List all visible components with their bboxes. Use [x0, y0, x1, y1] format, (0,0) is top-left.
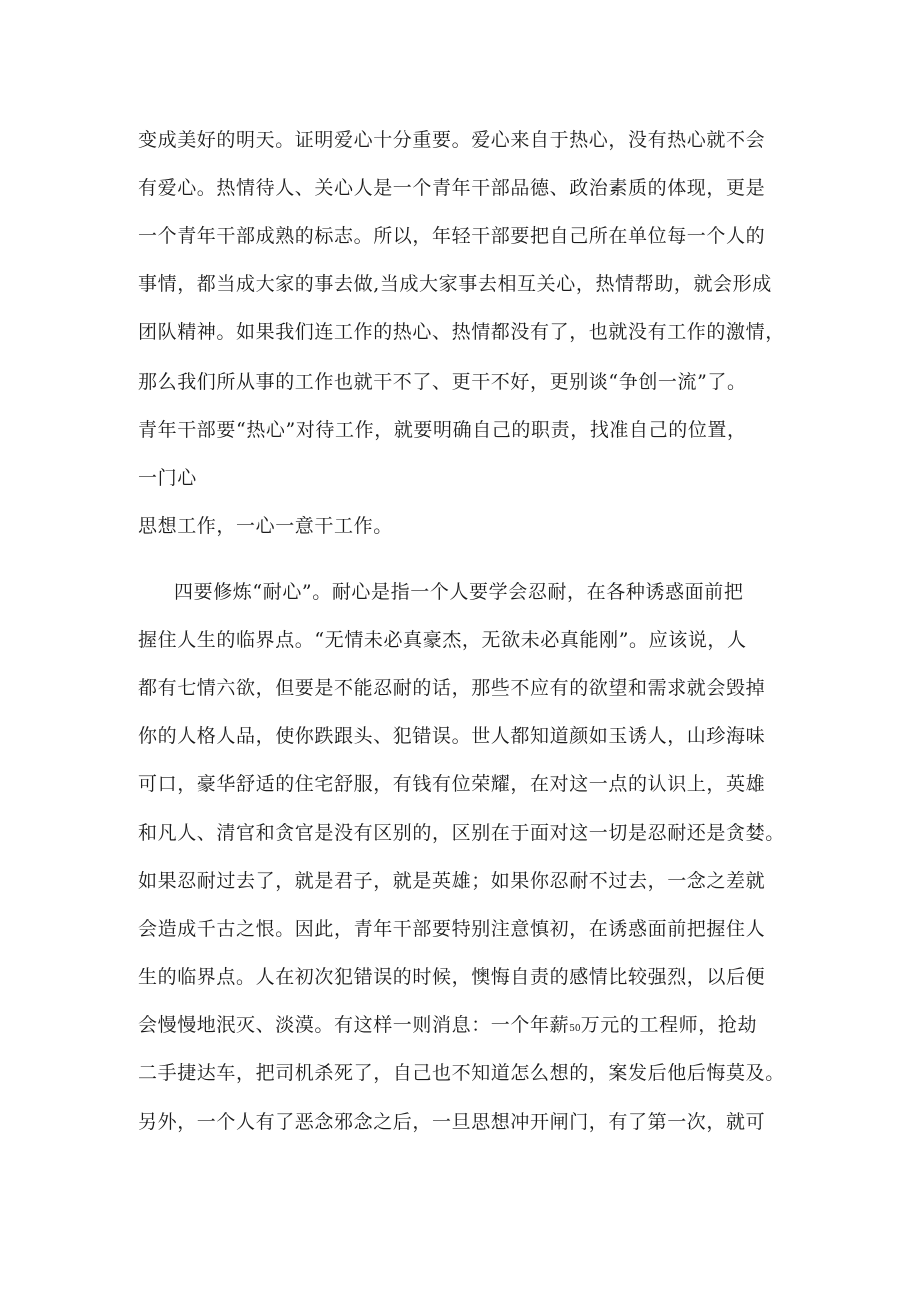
text-line: 思想工作，一心一意干工作。	[138, 515, 393, 537]
text-fragment: 会慢慢地泯灭、淡漠。有这样一则消息：一个年薪	[138, 1014, 570, 1036]
paragraph-first-line: 四要修炼“耐心”。耐心是指一个人要学会忍耐，在各种诱惑面前把	[174, 581, 744, 603]
text-line: 变成美好的明天。证明爱心十分重要。爱心来自于热心，没有热心就不会	[138, 129, 766, 151]
text-fragment: 万元的工程师，抢劫	[580, 1014, 758, 1036]
text-line: 青年干部要“热心”对待工作，就要明确自己的职责，找准自己的位置，	[138, 419, 747, 441]
salary-number: 50	[569, 1024, 581, 1034]
text-line: 握住人生的临界点。“无情未必真豪杰，无欲未必真能刚”。应该说，人	[138, 629, 747, 651]
text-line: 有爱心。热情待人、关心人是一个青年干部品德、政治素质的体现，更是	[138, 177, 766, 199]
text-line: 生的临界点。人在初次犯错误的时候，懊悔自责的感情比较强烈，以后便	[138, 966, 766, 988]
text-line: 你的人格人品，使你跌跟头、犯错误。世人都知道颜如玉诱人，山珍海味	[138, 725, 766, 747]
text-line: 如果忍耐过去了，就是君子，就是英雄；如果你忍耐不过去，一念之差就	[138, 870, 766, 892]
text-line: 和凡人、清官和贪官是没有区别的，区别在于面对这一切是忍耐还是贪婪。	[138, 822, 785, 844]
text-line: 事情，都当成大家的事去做,当成大家事去相互关心，热情帮助，就会形成	[138, 273, 772, 295]
text-line: 二手捷达车，把司机杀死了，自己也不知道怎么想的，案发后他后悔莫及。	[138, 1062, 785, 1084]
text-line: 那么我们所从事的工作也就干不了、更干不好，更别谈“争创一流”了。	[138, 371, 747, 393]
text-line	[138, 1013, 757, 1041]
text-line: 另外，一个人有了恶念邪念之后，一旦思想冲开闸门，有了第一次，就可	[138, 1111, 766, 1133]
text-line: 一门心	[138, 467, 197, 489]
text-line: 一个青年干部成熟的标志。所以，年轻干部要把自己所在单位每一个人的	[138, 225, 766, 247]
text-line: 可口，豪华舒适的住宅舒服，有钱有位荣耀，在对这一点的认识上，英雄	[138, 773, 766, 795]
text-line: 团队精神。如果我们连工作的热心、热情都没有了，也就没有工作的激情，	[138, 321, 785, 343]
text-line: 会造成千古之恨。因此，青年干部要特别注意慎初，在诱惑面前把握住人	[138, 918, 766, 940]
text-line: 都有七情六欲，但要是不能忍耐的话，那些不应有的欲望和需求就会毁掉	[138, 677, 766, 699]
